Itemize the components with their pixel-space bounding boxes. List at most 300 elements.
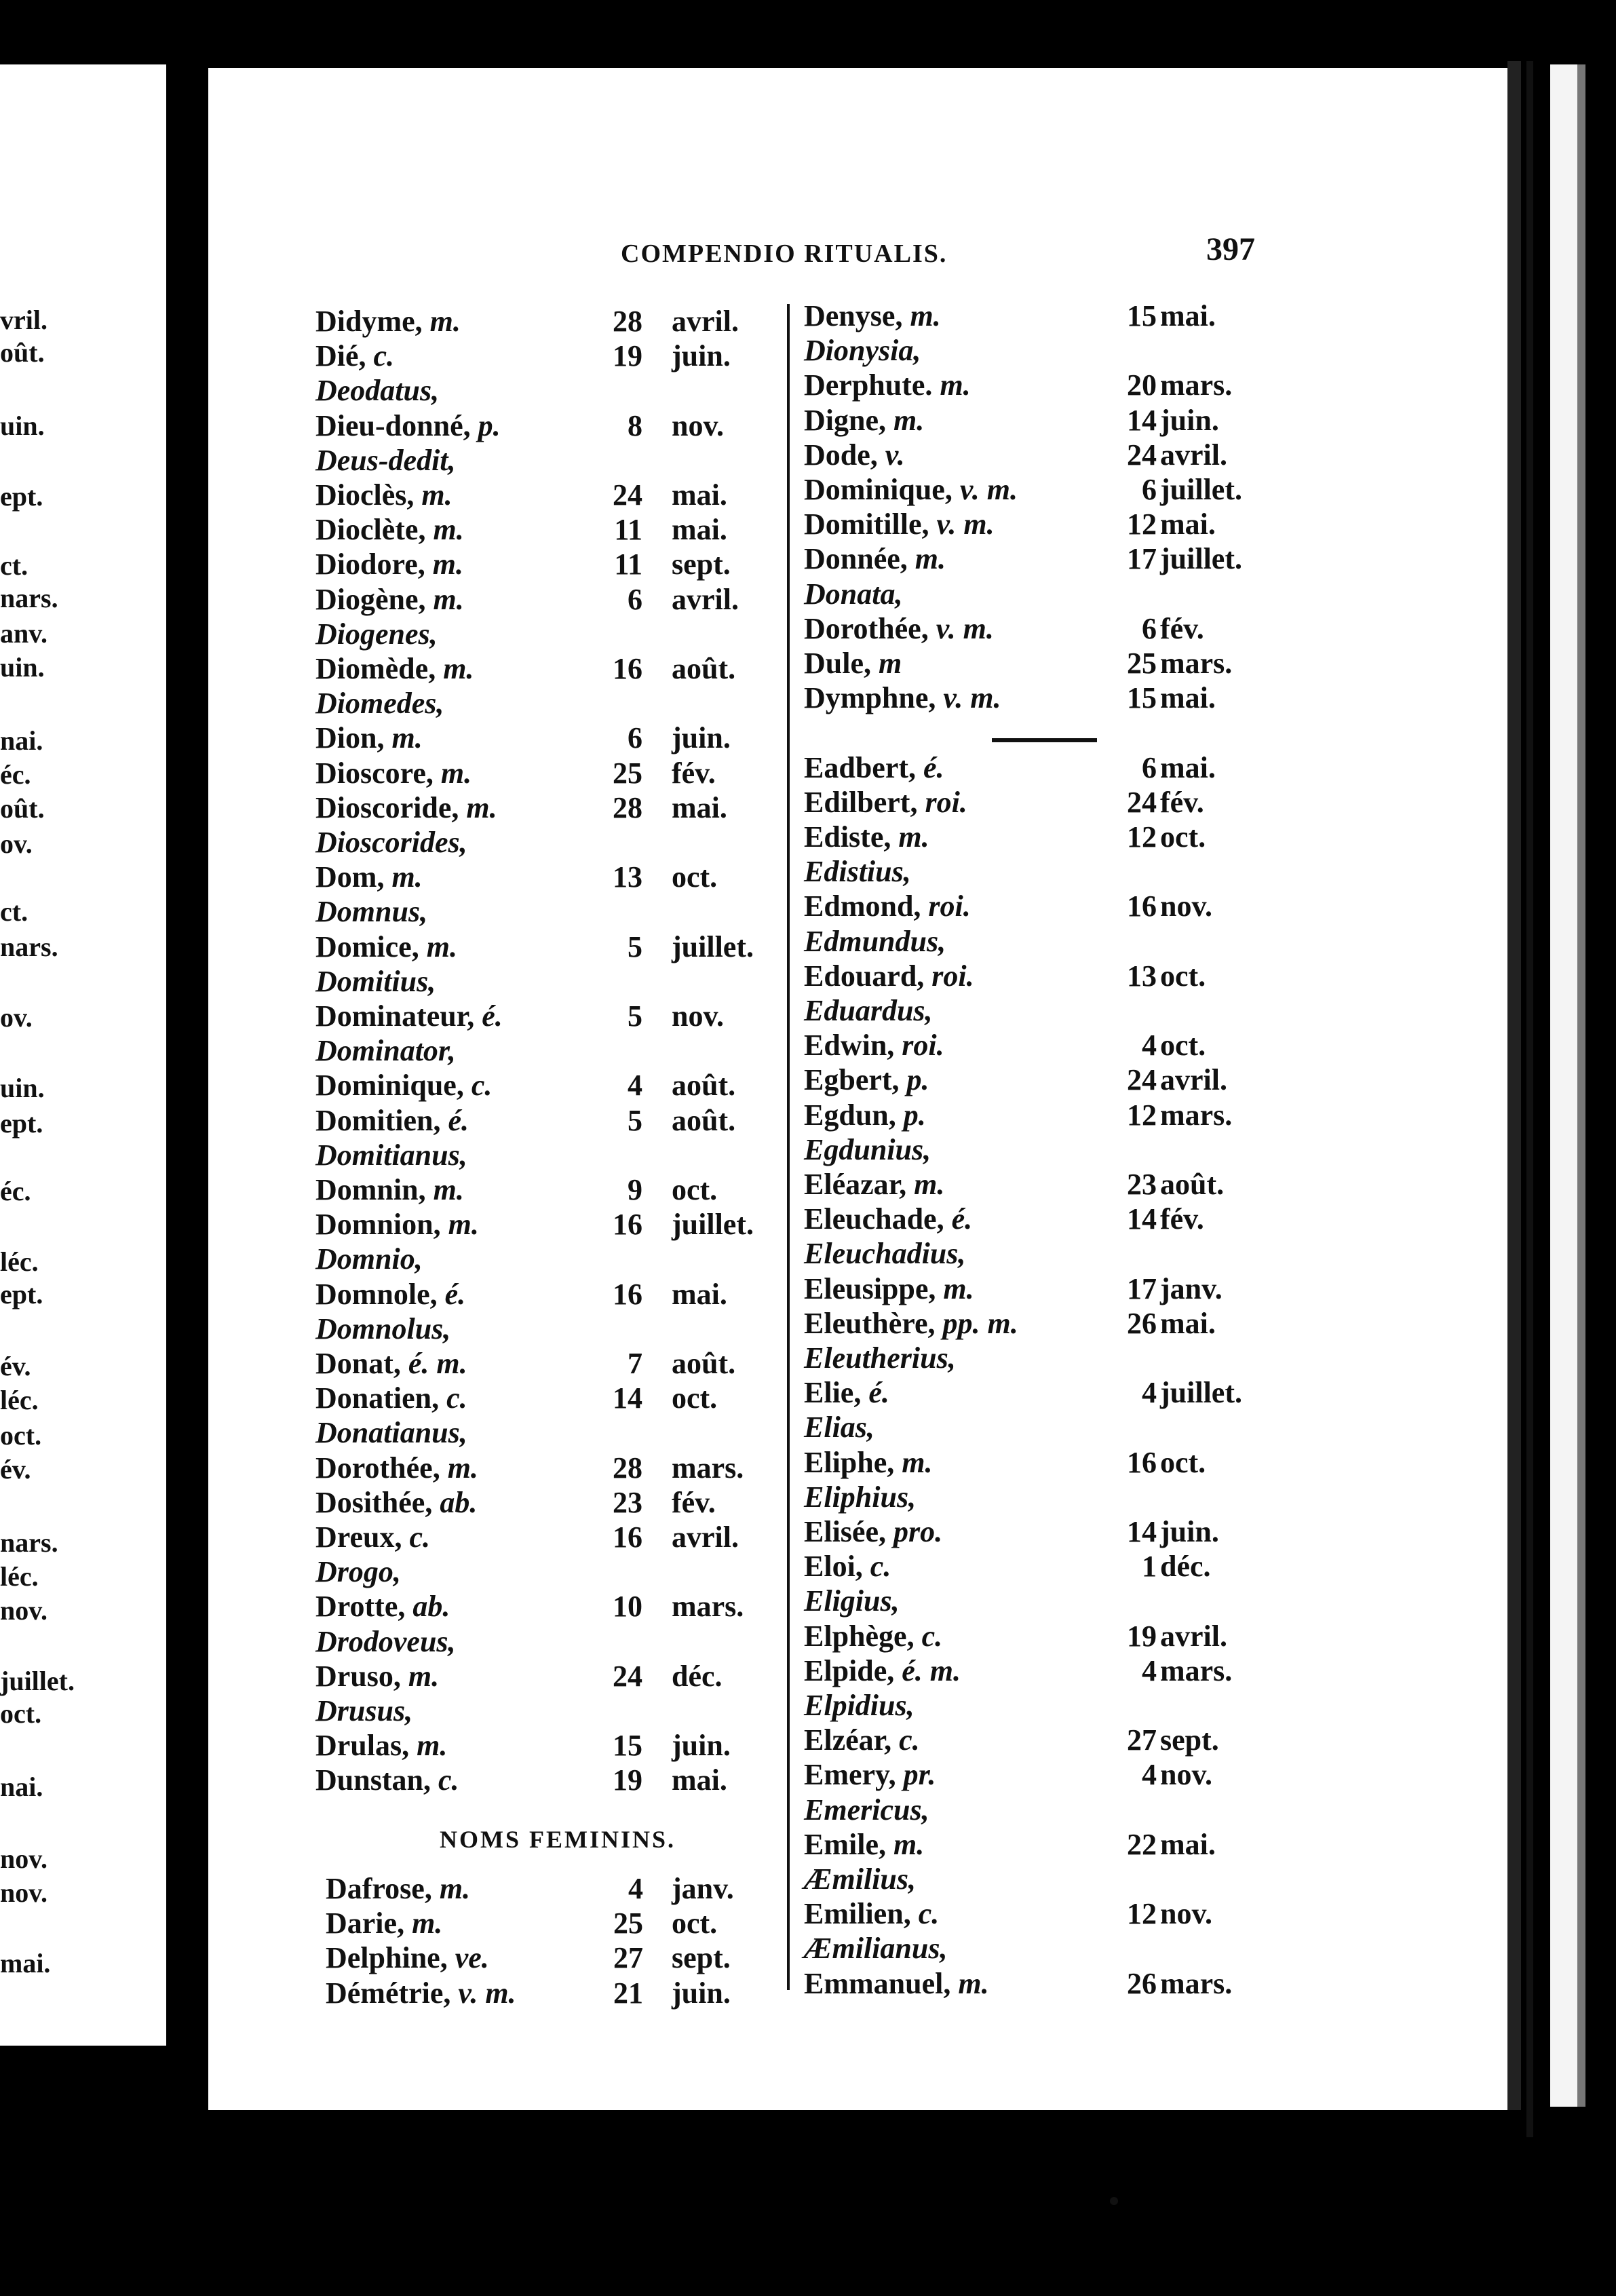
name-text: Edilbert xyxy=(804,785,910,819)
feast-month: mai. xyxy=(672,790,727,824)
feast-day: 4 xyxy=(628,1069,642,1103)
qualifier: m. xyxy=(439,1872,471,1905)
qualifier: m. xyxy=(443,652,474,685)
entry-row xyxy=(804,1896,1292,1932)
feast-day: 12 xyxy=(1127,820,1157,854)
name-text: Domnole xyxy=(315,1277,430,1311)
facing-page-fragment-text: mai. xyxy=(0,1948,51,1978)
feast-day: 19 xyxy=(613,1763,642,1797)
feast-day: 24 xyxy=(1127,438,1157,472)
latin-name: Egdunius, xyxy=(804,1132,931,1166)
facing-page-fragment-text: ept. xyxy=(0,1108,43,1139)
entry-row xyxy=(315,1485,784,1520)
facing-page-fragment-text: oct. xyxy=(0,1698,42,1729)
qualifier: é. xyxy=(448,1103,469,1137)
saint-name: Dorothée, v. m. xyxy=(804,611,994,645)
facing-page-fragment-text: uin. xyxy=(0,410,45,441)
feast-month: mai. xyxy=(1160,750,1216,784)
name-text: Elie xyxy=(804,1376,854,1410)
feast-month: oct. xyxy=(672,1173,718,1206)
qualifier: m. xyxy=(898,820,929,854)
feast-month: nov. xyxy=(672,999,725,1033)
name-text: Emile xyxy=(804,1827,879,1861)
saint-name: Dominateur, é. xyxy=(315,999,503,1033)
feast-month: mai. xyxy=(1160,508,1216,541)
entry-row xyxy=(315,1103,784,1139)
feast-day: 4 xyxy=(1142,1376,1157,1410)
saint-name: Elzéar, c. xyxy=(804,1723,920,1757)
qualifier: c. xyxy=(870,1550,891,1584)
saint-name: Dom, m. xyxy=(315,860,423,894)
name-text: Diodore xyxy=(315,548,418,581)
feast-day: 9 xyxy=(628,1173,642,1206)
entry-row xyxy=(315,721,784,756)
qualifier: m. xyxy=(417,1729,448,1763)
saint-name: Digne, m. xyxy=(804,403,925,437)
feast-day: 16 xyxy=(613,1208,642,1242)
facing-page-fragment-text: éc. xyxy=(0,759,31,790)
qualifier: c. xyxy=(918,1897,940,1931)
saint-name: Dule, m xyxy=(804,647,902,680)
entry-row xyxy=(804,368,1292,403)
saint-name: Darie, m. xyxy=(326,1907,443,1940)
qualifier: p. xyxy=(906,1063,929,1097)
feast-month: nov. xyxy=(1160,1758,1213,1792)
entry-row xyxy=(804,1167,1292,1202)
feast-month: oct. xyxy=(672,1907,718,1940)
feast-day: 26 xyxy=(1127,1966,1157,2000)
name-text: Diogène xyxy=(315,582,419,616)
entry-row xyxy=(804,1827,1292,1862)
saint-name: Donnée, m. xyxy=(804,542,946,576)
qualifier: m. xyxy=(426,930,457,963)
name-text: Dode xyxy=(804,438,870,472)
feast-month: nov. xyxy=(672,408,725,442)
qualifier: é. xyxy=(951,1202,973,1236)
name-text: Dosithée xyxy=(315,1485,425,1519)
saint-name: Eadbert, é. xyxy=(804,750,944,784)
feast-day: 5 xyxy=(628,930,642,963)
feast-day: 6 xyxy=(1142,611,1157,645)
entry-row xyxy=(315,478,784,513)
facing-page-fragment-text: év. xyxy=(0,1454,31,1485)
saint-name: Dode, v. xyxy=(804,438,905,472)
qualifier: m. xyxy=(943,1271,974,1305)
name-text: Domitille xyxy=(804,508,922,541)
entry-row xyxy=(804,1098,1292,1133)
entry-row xyxy=(804,1549,1292,1584)
entry-row xyxy=(804,1966,1292,2002)
entry-row xyxy=(315,930,784,965)
feast-day: 27 xyxy=(613,1941,643,1975)
feast-month: mai. xyxy=(672,1763,727,1797)
entry-row xyxy=(315,999,784,1034)
latin-name: Dioscorides, xyxy=(315,826,467,859)
feast-month: août. xyxy=(1160,1168,1225,1201)
qualifier: m. xyxy=(408,1659,440,1693)
facing-page-fragment-text: léc. xyxy=(0,1246,39,1277)
feast-month: oct. xyxy=(1160,1029,1206,1063)
saint-name: Dioclès, m. xyxy=(315,478,453,512)
qualifier: é. xyxy=(444,1277,466,1311)
name-text: Eleuchade xyxy=(804,1202,937,1236)
feast-day: 28 xyxy=(613,1451,642,1485)
feast-month: janv. xyxy=(1160,1271,1223,1305)
name-text: Eleuthère xyxy=(804,1306,928,1340)
latin-name: Domnolus, xyxy=(315,1312,451,1345)
page-edge xyxy=(1507,61,1521,2110)
facing-page-fragment-text: ov. xyxy=(0,828,33,859)
qualifier: m. xyxy=(914,1168,945,1201)
name-text: Dorothée xyxy=(315,1451,433,1485)
saint-name: Didyme, m. xyxy=(315,305,461,338)
name-text: Donatien xyxy=(315,1381,432,1415)
name-text: Dion xyxy=(315,721,377,755)
name-text: Dioclète xyxy=(315,513,419,547)
facing-page-fragment-text: év. xyxy=(0,1351,31,1381)
facing-page-fragment-text: oct. xyxy=(0,1420,42,1451)
name-text: Druso xyxy=(315,1659,393,1693)
name-text: Eliphe xyxy=(804,1445,887,1479)
entry-row xyxy=(315,1451,784,1486)
feast-month: juin. xyxy=(672,339,731,373)
saint-name: Drotte, ab. xyxy=(315,1590,450,1624)
facing-page-fragment-text: uin. xyxy=(0,652,45,683)
entry-row xyxy=(315,547,784,582)
page-edge xyxy=(1526,61,1533,2137)
feast-month: oct. xyxy=(1160,820,1206,854)
latin-name-row xyxy=(804,1410,1292,1445)
facing-page-fragment-text: oût. xyxy=(0,337,45,368)
qualifier: v. m. xyxy=(936,508,995,541)
feast-month: fév. xyxy=(1160,611,1204,645)
saint-name: Eloi, c. xyxy=(804,1550,891,1584)
name-text: Dafrose xyxy=(326,1872,425,1905)
facing-page-fragment-text: ov. xyxy=(0,1002,33,1033)
feast-month: mai. xyxy=(672,513,727,547)
entry-row xyxy=(315,1659,784,1694)
qualifier: m. xyxy=(893,1827,925,1861)
name-text: Elzéar xyxy=(804,1723,885,1757)
feast-month: mars. xyxy=(1160,1098,1233,1132)
facing-page-fragment-text: oût. xyxy=(0,793,45,824)
entry-row xyxy=(804,1306,1292,1341)
feast-month: mars. xyxy=(672,1451,744,1485)
entry-row xyxy=(804,1619,1292,1654)
qualifier: v. m. xyxy=(959,473,1018,506)
feast-month: avril. xyxy=(1160,438,1227,472)
facing-page-fragment-text: nai. xyxy=(0,725,43,756)
qualifier: pp. m. xyxy=(942,1306,1018,1340)
qualifier: v. m. xyxy=(943,681,1001,715)
facing-page-fragment-text: anv. xyxy=(0,618,48,649)
entry-row xyxy=(315,860,784,895)
latin-name: Elias, xyxy=(804,1411,874,1444)
latin-name-row xyxy=(315,1242,784,1277)
latin-name: Emericus, xyxy=(804,1793,929,1826)
saint-name: Dominique, v. m. xyxy=(804,473,1018,506)
qualifier: m. xyxy=(433,513,464,547)
facing-page-fragment-text: léc. xyxy=(0,1385,39,1415)
feast-month: mars. xyxy=(1160,1966,1233,2000)
ink-dot xyxy=(1110,2197,1118,2205)
latin-name-row xyxy=(315,825,784,860)
feast-day: 10 xyxy=(613,1590,642,1624)
entry-row xyxy=(326,1871,787,1907)
name-text: Drulas xyxy=(315,1729,402,1763)
feast-day: 7 xyxy=(628,1347,642,1380)
name-text: Emery xyxy=(804,1758,889,1792)
page-number: 397 xyxy=(1206,231,1255,267)
latin-name-row xyxy=(315,1312,784,1347)
saint-name xyxy=(804,368,971,403)
name-text: Dorothée xyxy=(804,611,921,645)
saint-name: Eleusippe, m. xyxy=(804,1271,974,1305)
feast-month: mai. xyxy=(1160,1306,1216,1340)
feast-day: 4 xyxy=(628,1872,643,1905)
latin-name-row xyxy=(315,1138,784,1173)
saint-name: Donatien, c. xyxy=(315,1381,467,1415)
saint-name: Delphine, ve. xyxy=(326,1941,489,1975)
entry-row xyxy=(804,646,1292,681)
qualifier: c. xyxy=(438,1763,459,1797)
saint-name: Denyse, m. xyxy=(804,299,941,332)
saint-name: Diodore, m. xyxy=(315,548,463,581)
name-text: Darie xyxy=(326,1907,398,1940)
saint-name: Dion, m. xyxy=(315,721,423,755)
saint-name: Elisée, pro. xyxy=(804,1515,943,1548)
qualifier: pr. xyxy=(903,1758,936,1792)
feast-day: 8 xyxy=(628,408,642,442)
name-text: Digne xyxy=(804,403,879,437)
entry-row xyxy=(804,1653,1292,1689)
latin-name: Drogo, xyxy=(315,1555,401,1589)
feast-month: juillet. xyxy=(1160,1376,1242,1410)
feast-month: août. xyxy=(672,1103,736,1137)
feast-day: 1 xyxy=(1142,1550,1157,1584)
qualifier: é. xyxy=(923,750,944,784)
entry-row xyxy=(804,1063,1292,1098)
latin-name: Edistius, xyxy=(804,855,911,889)
saint-name: Domnion, m. xyxy=(315,1208,479,1242)
latin-name-row xyxy=(315,617,784,652)
qualifier: ab. xyxy=(440,1485,478,1519)
facing-page-fragment-text: nov. xyxy=(0,1595,48,1626)
saint-name: Emilien, c. xyxy=(804,1897,940,1931)
entry-row xyxy=(804,1271,1292,1307)
section-rule xyxy=(992,738,1097,742)
name-text: Eléazar xyxy=(804,1168,900,1201)
latin-name: Eligius, xyxy=(804,1584,900,1618)
latin-name: Drusus, xyxy=(315,1694,413,1727)
latin-name-row xyxy=(315,894,784,930)
feast-day: 4 xyxy=(1142,1653,1157,1687)
entry-row xyxy=(804,472,1292,508)
page-edge xyxy=(1550,64,1577,2107)
saint-name: Eleuthère, pp. m. xyxy=(804,1306,1018,1340)
feast-day: 12 xyxy=(1127,508,1157,541)
feast-month: fév. xyxy=(672,1485,716,1519)
feast-day: 26 xyxy=(1127,1306,1157,1340)
qualifier: roi. xyxy=(928,889,971,923)
feast-day: 11 xyxy=(614,548,642,581)
latin-name: Deodatus, xyxy=(315,374,440,408)
latin-name-row xyxy=(804,577,1292,612)
name-text: Egdun xyxy=(804,1098,889,1132)
qualifier: roi. xyxy=(902,1029,944,1063)
latin-name-row xyxy=(315,964,784,999)
facing-page-fragment-text: nars. xyxy=(0,932,58,962)
feast-month: juin. xyxy=(672,1729,731,1763)
name-text: Démétrie xyxy=(326,1976,444,2010)
feast-month: sept. xyxy=(672,548,731,581)
feast-month: mai. xyxy=(672,1277,727,1311)
latin-name: Eduardus, xyxy=(804,994,933,1027)
facing-page-fragment-text: léc. xyxy=(0,1561,39,1592)
feast-month: mars. xyxy=(672,1590,744,1624)
qualifier: pro. xyxy=(893,1515,943,1548)
name-text: Domnin xyxy=(315,1173,419,1206)
entry-row xyxy=(326,1940,787,1976)
feast-month: nov. xyxy=(1160,1897,1213,1931)
qualifier: ab. xyxy=(412,1590,450,1624)
feast-day: 6 xyxy=(1142,473,1157,506)
feast-day: 5 xyxy=(628,999,642,1033)
facing-page-fragment-text: uin. xyxy=(0,1073,45,1103)
feast-month: août. xyxy=(672,652,736,685)
latin-name: Æmilianus, xyxy=(804,1932,948,1966)
saint-name: Emile, m. xyxy=(804,1827,925,1861)
qualifier: é. m. xyxy=(902,1653,961,1687)
saint-name: Dioscoride, m. xyxy=(315,790,497,824)
feast-day: 28 xyxy=(613,305,642,338)
qualifier: m. xyxy=(915,542,946,576)
latin-name: Elpidius, xyxy=(804,1689,915,1722)
name-text: Edwin xyxy=(804,1029,887,1063)
feast-day: 27 xyxy=(1127,1723,1157,1757)
feast-month: juillet. xyxy=(1160,473,1242,506)
entry-row xyxy=(326,1976,787,2011)
saint-name: Egbert, p. xyxy=(804,1063,929,1097)
saint-name: Domitien, é. xyxy=(315,1103,469,1137)
feast-day: 24 xyxy=(1127,785,1157,819)
latin-name: Dionysia, xyxy=(804,334,921,368)
saint-name: Drulas, m. xyxy=(315,1729,448,1763)
name-text: Eadbert xyxy=(804,750,908,784)
entry-row xyxy=(804,507,1292,542)
feast-month: mai. xyxy=(1160,681,1216,715)
entry-row xyxy=(804,750,1292,786)
feast-day: 22 xyxy=(1127,1827,1157,1861)
latin-name: Donatianus, xyxy=(315,1416,467,1450)
feast-month: avril. xyxy=(672,305,739,338)
name-text: Drotte xyxy=(315,1590,398,1624)
feast-day: 19 xyxy=(613,339,642,373)
qualifier: c. xyxy=(471,1069,493,1103)
entry-row xyxy=(315,1207,784,1242)
qualifier: c. xyxy=(921,1619,943,1653)
saint-name: Dieu-donné, p. xyxy=(315,408,501,442)
latin-name: Æmilius, xyxy=(804,1862,917,1896)
saint-name: Druso, m. xyxy=(315,1659,440,1693)
saint-name: Dymphne, v. m. xyxy=(804,681,1001,715)
entry-row xyxy=(326,1906,787,1941)
feast-day: 5 xyxy=(628,1103,642,1137)
feast-month: août. xyxy=(672,1347,736,1380)
entry-row xyxy=(804,1375,1292,1411)
feast-day: 16 xyxy=(1127,1445,1157,1479)
feast-day: 15 xyxy=(1127,681,1157,715)
qualifier: é. xyxy=(868,1376,889,1410)
feast-month: déc. xyxy=(672,1659,723,1693)
entry-row xyxy=(315,512,784,548)
feast-month: oct. xyxy=(1160,959,1206,993)
entry-row xyxy=(804,1514,1292,1550)
entry-row xyxy=(804,959,1292,994)
latin-name-row xyxy=(804,924,1292,959)
feast-day: 6 xyxy=(1142,750,1157,784)
name-text: Dule xyxy=(804,647,864,680)
saint-name: Egdun, p. xyxy=(804,1098,926,1132)
latin-name-row xyxy=(804,993,1292,1029)
feast-month: juillet. xyxy=(672,930,754,963)
feast-month: juin. xyxy=(1160,1515,1219,1548)
qualifier: m. xyxy=(432,548,463,581)
latin-name-row xyxy=(315,1694,784,1729)
qualifier: c. xyxy=(446,1381,467,1415)
feast-month: avril. xyxy=(672,582,739,616)
saint-name: Dioclète, m. xyxy=(315,513,464,547)
name-text: Domnion xyxy=(315,1208,434,1242)
entry-row xyxy=(804,1445,1292,1480)
latin-name-row xyxy=(804,1688,1292,1723)
feast-month: mars. xyxy=(1160,647,1233,680)
saint-name: Eliphe, m. xyxy=(804,1445,933,1479)
entry-row xyxy=(804,611,1292,647)
feast-month: juin. xyxy=(1160,403,1219,437)
feast-month: mai. xyxy=(1160,1827,1216,1861)
feast-day: 24 xyxy=(613,478,642,512)
entry-row xyxy=(315,582,784,617)
name-text: Edouard xyxy=(804,959,917,993)
qualifier: roi. xyxy=(925,785,967,819)
saint-name: Emmanuel, m. xyxy=(804,1966,989,2000)
entry-row xyxy=(804,299,1292,334)
name-text: Domice xyxy=(315,930,412,963)
feast-day: 12 xyxy=(1127,1897,1157,1931)
saint-name: Dioscore, m. xyxy=(315,756,472,790)
feast-day: 15 xyxy=(1127,299,1157,332)
latin-name-row xyxy=(804,1341,1292,1376)
name-text: Dieu-donné xyxy=(315,408,463,442)
qualifier: m. xyxy=(447,1451,478,1485)
latin-name-row xyxy=(315,1554,784,1590)
name-text: Ediste xyxy=(804,820,884,854)
latin-name-row xyxy=(804,1132,1292,1168)
name-text: Dié xyxy=(315,339,359,373)
latin-name: Eleutherius, xyxy=(804,1341,956,1375)
feast-month: juin. xyxy=(672,1976,731,2010)
latin-name-row xyxy=(315,1033,784,1069)
feast-month: avril. xyxy=(1160,1619,1227,1653)
book-gutter xyxy=(166,0,208,2296)
saint-name: Domice, m. xyxy=(315,930,457,963)
latin-name-row xyxy=(804,333,1292,368)
saint-name: Eléazar, m. xyxy=(804,1168,945,1201)
saint-name: Diogène, m. xyxy=(315,582,464,616)
qualifier: m. xyxy=(433,1173,464,1206)
name-text: Elpide xyxy=(804,1653,887,1687)
